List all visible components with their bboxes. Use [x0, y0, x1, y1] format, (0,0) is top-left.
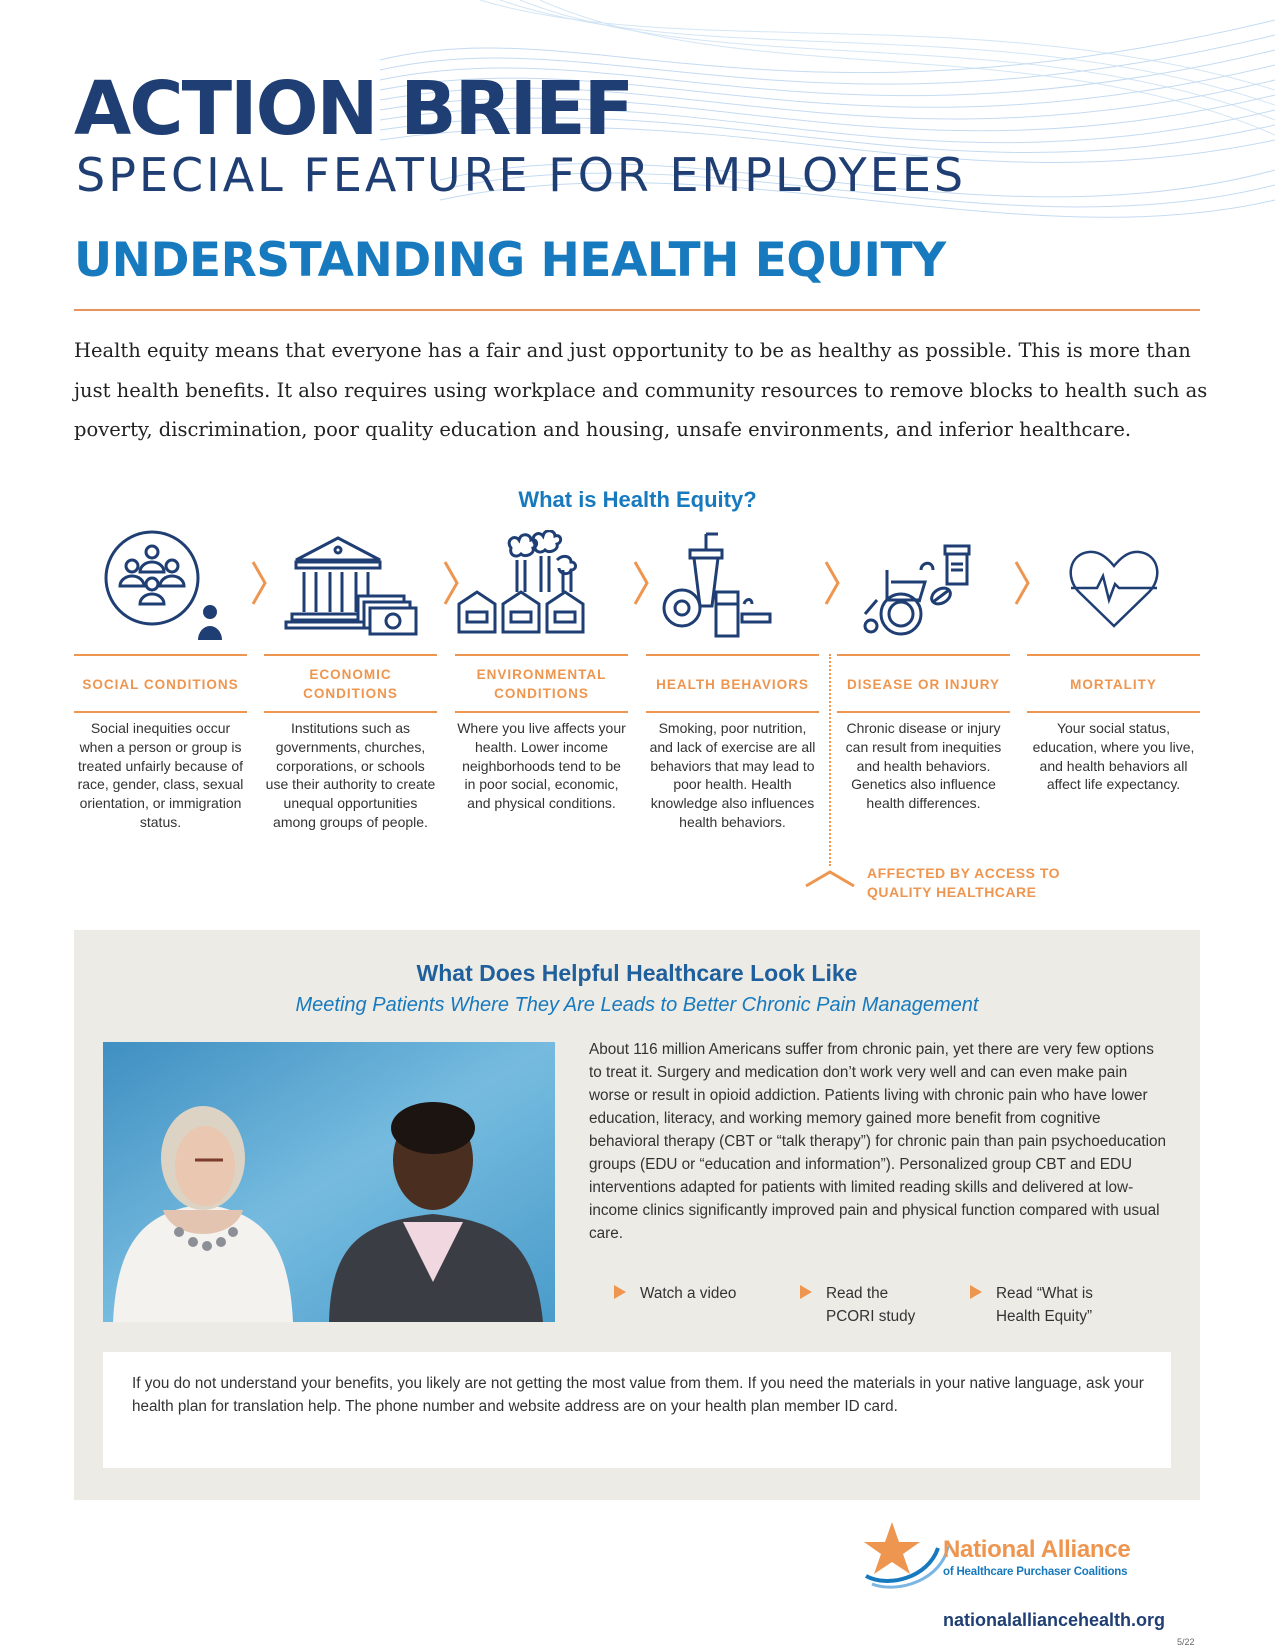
heartbeat-icon	[1027, 530, 1200, 642]
column-rule-top	[264, 654, 437, 656]
column-description: Social inequities occur when a person or group is treated unfairly because of race, gender, class, sexual orientation, or immigration status.	[77, 720, 244, 830]
column-description: Your social status, education, where you live, and health behaviors all affect life expectancy.	[1032, 720, 1195, 793]
feature-title: What Does Helpful Healthcare Look Like	[416, 960, 858, 986]
play-arrow-icon	[614, 1285, 626, 1299]
wheelchair-pills-icon	[837, 530, 1010, 642]
section-title: What is Health Equity?	[518, 487, 757, 512]
healthcare-access-divider	[829, 654, 831, 866]
link-label[interactable]: Read the PCORI study	[826, 1285, 916, 1325]
column-rule-top	[646, 654, 819, 656]
headline-divider	[74, 309, 1200, 311]
play-arrow-icon	[800, 1285, 812, 1299]
factory-houses-icon	[455, 530, 628, 642]
link-label[interactable]: Watch a video	[640, 1285, 737, 1302]
intro-paragraph: Health equity means that everyone has a fair and just opportunity to be as healthy as possible. This is more than just health benefits. It also requires using workplace and community resources to remove blocks to health such as poverty, discrimination, poor quality education and housing, unsafe environments, and inferior healthcare.	[74, 339, 1208, 441]
column-description: Institutions such as governments, churches, corporations, or schools use their authority to create unequal opportunities among groups of people.	[265, 720, 436, 830]
people-icon	[74, 530, 247, 642]
org-tagline: of Healthcare Purchaser Coalitions	[943, 1566, 1128, 1578]
link-label[interactable]: Read “What is Health Equity”	[996, 1285, 1093, 1325]
column-rule-bottom	[646, 711, 819, 713]
column-rule-bottom	[74, 711, 247, 713]
brief-title: ACTION BRIEF	[74, 66, 633, 152]
column-description: Smoking, poor nutrition, and lack of exercise are all behaviors that may lead to poor health. Health knowledge also influences health behaviors.	[649, 720, 816, 830]
column-rule-bottom	[455, 711, 628, 713]
feature-subtitle: Meeting Patients Where They Are Leads to Better Chronic Pain Management	[295, 994, 979, 1016]
page-headline: UNDERSTANDING HEALTH EQUITY	[74, 233, 946, 288]
caret-up-icon	[802, 866, 858, 888]
column-rule-top	[455, 654, 628, 656]
website-link[interactable]: nationalalliancehealth.org	[943, 1610, 1166, 1630]
column-description: Chronic disease or injury can result from inequities and health behaviors. Genetics also influence health differences.	[845, 720, 1002, 812]
healthcare-access-note: AFFECTED BY ACCESS TO QUALITY HEALTHCARE	[867, 865, 1061, 900]
column-rule-top	[74, 654, 247, 656]
column-description: Where you live affects your health. Lower income neighborhoods tend to be in poor social, economic, and physical conditions.	[457, 720, 626, 812]
column-label: ECONOMIC CONDITIONS	[303, 667, 398, 701]
column-label: HEALTH BEHAVIORS	[656, 676, 809, 692]
column-label: MORTALITY	[1070, 676, 1157, 692]
column-rule-bottom	[1027, 711, 1200, 713]
publication-date: 5/22	[1177, 1637, 1195, 1647]
column-rule-top	[837, 654, 1010, 656]
column-label: SOCIAL CONDITIONS	[82, 676, 239, 692]
column-rule-bottom	[264, 711, 437, 713]
play-arrow-icon	[970, 1285, 982, 1299]
column-label: DISEASE OR INJURY	[846, 676, 1001, 692]
org-name: National Alliance	[943, 1536, 1131, 1563]
video-thumbnail[interactable]	[103, 1042, 555, 1322]
column-label: ENVIRONMENTAL CONDITIONS	[476, 667, 607, 701]
benefits-note: If you do not understand your benefits, you likely are not getting the most value from them. If you need the materials in your native language, ask your health plan for translation help. The phone number and website address are on your health plan member ID card.	[132, 1375, 1144, 1415]
feature-body: About 116 million Americans suffer from chronic pain, yet there are very few options to treat it. Surgery and medication don’t work very well and can even make pain worse or result in opioid addiction. Patients living with chronic pain who have lower education, literacy, and working memory gained more benefit from cognitive behavioral therapy (CBT or “talk therapy”) for chronic pain than pain psychoeducation groups (EDU or “education and information”). Personalized group CBT and EDU interventions adapted for patients with limited reading skills and delivered at low-income clinics significantly improved pain and physical function compared with usual care.	[589, 1041, 1167, 1242]
soda-donut-cigarette-icon	[646, 530, 819, 642]
institution-money-icon	[264, 530, 437, 642]
column-rule-top	[1027, 654, 1200, 656]
column-rule-bottom	[837, 711, 1010, 713]
brief-subtitle: SPECIAL FEATURE FOR EMPLOYEES	[76, 148, 967, 202]
